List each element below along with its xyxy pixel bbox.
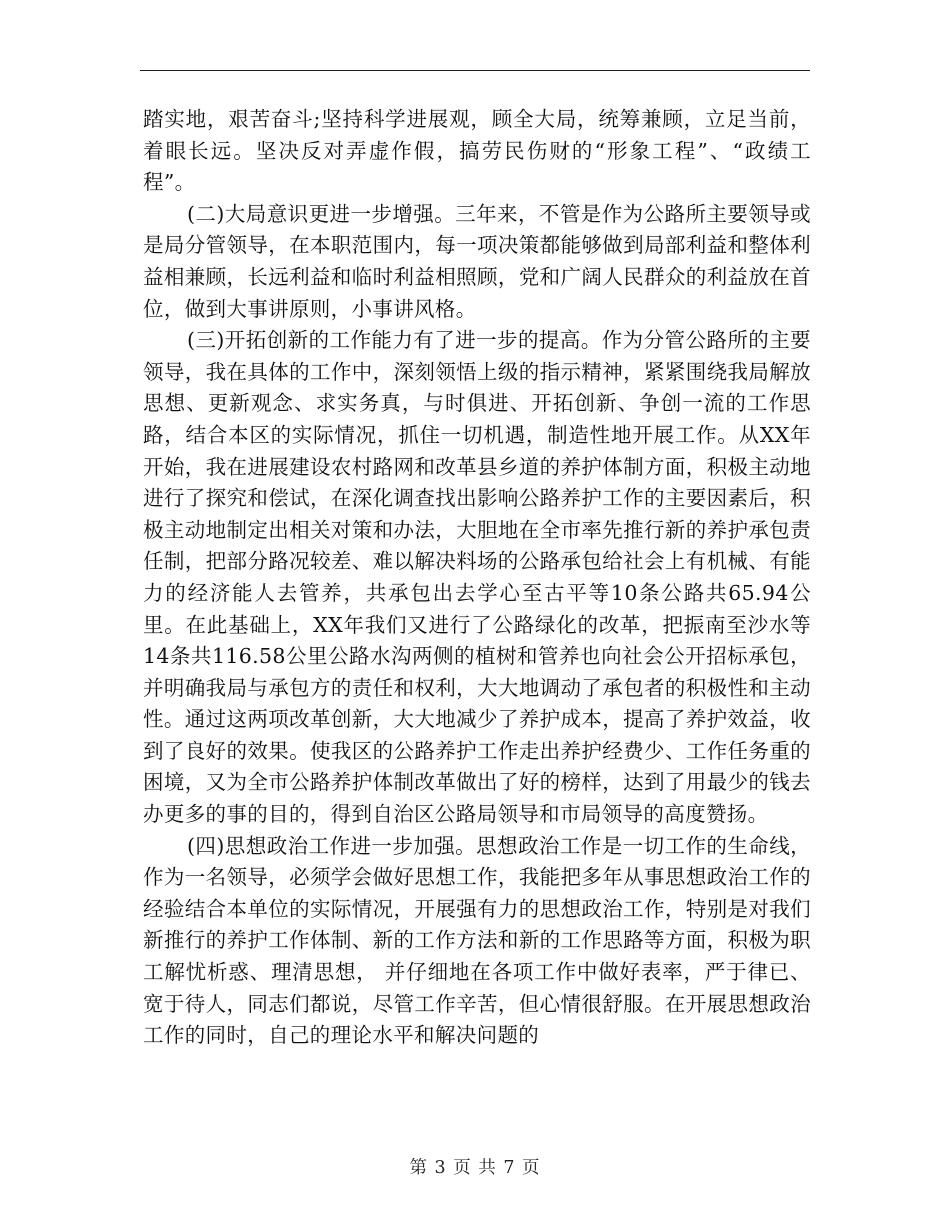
paragraph-section-2: (二)大局意识更进一步增强。三年来，不管是作为公路所主要领导或是局分管领导，在本职范围内，每一项决策都能够做到局部利益和整体利益相兼顾，长远利益和临时利益相照顾，党和广阔人民群众的利益放在首位，做到大事讲原则，小事讲风格。: [143, 201, 811, 321]
paragraph-section-4: (四)思想政治工作进一步加强。思想政治工作是一切工作的生命线，作为一名领导，必须学会做好思想工作，我能把多年从事思想政治工作的经验结合本单位的实际情况，开展强有力的思想政治工作，特别是对我们新推行的养护工作体制、新的工作方法和新的工作思路等方面，积极为职工解忧析惑、理清思想， 并仔细地在各项工作中做好表率，严于律已、宽于待人，同志们都说，尽管工作辛苦，但心情很舒服。在开展思想政治工作的同时，自己的理论水平和解决问题的: [143, 833, 811, 1048]
document-body: [143, 104, 811, 1052]
header-rule: [140, 70, 810, 71]
paragraph-section-3: (三)开拓创新的工作能力有了进一步的提高。作为分管公路所的主要领导，我在具体的工作中，深刻领悟上级的指示精神，紧紧围绕我局解放思想、更新观念、求实务真，与时俱进、开拓创新、争创一流的工作思路，结合本区的实际情况，抓住一切机遇，制造性地开展工作。从XX年开始，我在进展建设农村路网和改革县乡道的养护体制方面，积极主动地进行了探究和偿试，在深化调查找出影响公路养护工作的主要因素后，积极主动地制定出相关对策和办法，大胆地在全市率先推行新的养护承包责任制，把部分路况较差、难以解决料场的公路承包给社会上有机械、有能力的经济能人去管养，共承包出去学心至古平等10条公路共65.94公里。在此基础上，XX年我们又进行了公路绿化的改革，把振南至沙水等14条共116.58公里公路水沟两侧的植树和管养也向社会公开招标承包，并明确我局与承包方的责任和权利，大大地调动了承包者的积极性和主动性。通过这两项改革创新，大大地减少了养护成本，提高了养护效益，收到了良好的效果。使我区的公路养护工作走出养护经费少、工作任务重的困境，又为全市公路养护体制改革做出了好的榜样，达到了用最少的钱去办更多的事的目的，得到自治区公路局领导和市局领导的高度赞扬。: [143, 328, 811, 827]
paragraph-continuation: 踏实地，艰苦奋斗;坚持科学进展观，顾全大局，统筹兼顾，立足当前，着眼长远。坚决反对弄虚作假，搞劳民伤财的“形象工程”、“政绩工程”。: [143, 107, 811, 195]
page-number: 第 3 页 共 7 页: [409, 1158, 541, 1178]
